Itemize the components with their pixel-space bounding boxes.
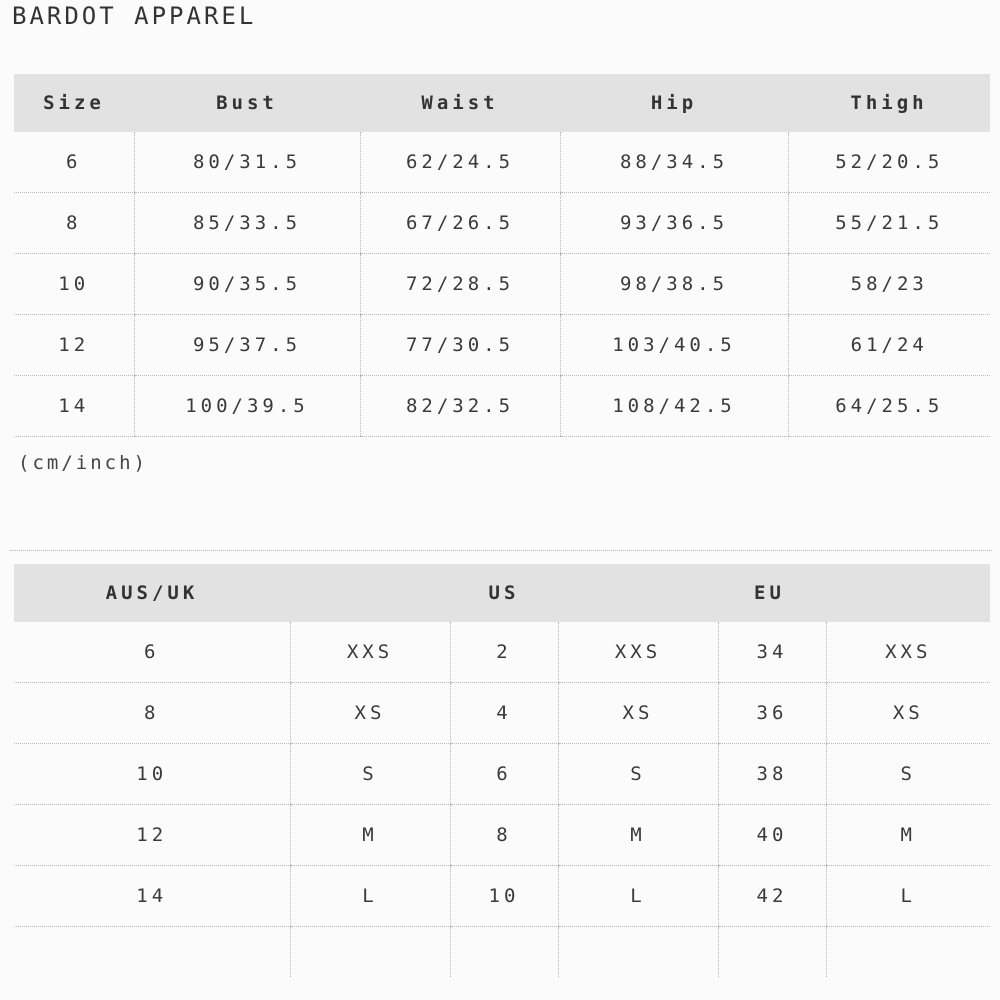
eu-size-cell: 40	[718, 805, 826, 866]
us-letter-cell: M	[558, 805, 718, 866]
empty-cell	[450, 927, 558, 978]
us-size-cell: 8	[450, 805, 558, 866]
bust-cell: 90/35.5	[134, 254, 360, 315]
aus-uk-letter-cell: M	[290, 805, 450, 866]
waist-cell: 67/26.5	[360, 193, 560, 254]
size-conversion-table	[14, 564, 990, 977]
us-size-cell: 6	[450, 744, 558, 805]
hip-cell: 103/40.5	[560, 315, 788, 376]
hip-cell: 93/36.5	[560, 193, 788, 254]
header-size: Size	[14, 74, 134, 132]
measurements-header-row	[14, 74, 990, 132]
thigh-cell: 58/23	[788, 254, 990, 315]
eu-letter-cell: S	[826, 744, 990, 805]
bust-cell: 85/33.5	[134, 193, 360, 254]
aus-uk-size-cell: 14	[14, 866, 290, 927]
size-cell: 10	[14, 254, 134, 315]
table-row	[14, 315, 990, 376]
header-hip: Hip	[560, 74, 788, 132]
aus-uk-letter-cell: XXS	[290, 622, 450, 683]
table-row	[14, 254, 990, 315]
size-cell: 14	[14, 376, 134, 437]
bust-cell: 80/31.5	[134, 132, 360, 193]
us-letter-cell: L	[558, 866, 718, 927]
size-cell: 6	[14, 132, 134, 193]
waist-cell: 72/28.5	[360, 254, 560, 315]
thigh-cell: 64/25.5	[788, 376, 990, 437]
table-row	[14, 132, 990, 193]
hip-cell: 98/38.5	[560, 254, 788, 315]
empty-cell	[718, 927, 826, 978]
empty-cell	[558, 927, 718, 978]
header-waist: Waist	[360, 74, 560, 132]
header-aus-uk: AUS/UK	[14, 564, 290, 622]
waist-cell: 82/32.5	[360, 376, 560, 437]
eu-size-cell: 38	[718, 744, 826, 805]
eu-letter-cell: XXS	[826, 622, 990, 683]
bust-cell: 100/39.5	[134, 376, 360, 437]
hip-cell: 108/42.5	[560, 376, 788, 437]
table-row	[14, 193, 990, 254]
thigh-cell: 61/24	[788, 315, 990, 376]
section-divider	[10, 550, 992, 551]
size-cell: 8	[14, 193, 134, 254]
header-thigh: Thigh	[788, 74, 990, 132]
aus-uk-size-cell: 10	[14, 744, 290, 805]
aus-uk-letter-cell: L	[290, 866, 450, 927]
table-row	[14, 805, 990, 866]
eu-size-cell: 42	[718, 866, 826, 927]
us-size-cell: 2	[450, 622, 558, 683]
aus-uk-letter-cell: XS	[290, 683, 450, 744]
conversion-header-row	[14, 564, 990, 622]
us-size-cell: 4	[450, 683, 558, 744]
measurements-table	[14, 74, 990, 437]
table-row	[14, 866, 990, 927]
empty-cell	[14, 927, 290, 978]
thigh-cell: 55/21.5	[788, 193, 990, 254]
thigh-cell: 52/20.5	[788, 132, 990, 193]
eu-letter-cell: L	[826, 866, 990, 927]
aus-uk-size-cell: 12	[14, 805, 290, 866]
header-eu: EU	[718, 564, 990, 622]
waist-cell: 77/30.5	[360, 315, 560, 376]
table-row	[14, 683, 990, 744]
units-note: (cm/inch)	[18, 452, 148, 474]
header-bust: Bust	[134, 74, 360, 132]
aus-uk-letter-cell: S	[290, 744, 450, 805]
table-row	[14, 376, 990, 437]
eu-letter-cell: XS	[826, 683, 990, 744]
empty-cell	[290, 927, 450, 978]
bust-cell: 95/37.5	[134, 315, 360, 376]
eu-letter-cell: M	[826, 805, 990, 866]
us-letter-cell: XS	[558, 683, 718, 744]
brand-title: BARDOT APPAREL	[12, 2, 257, 30]
us-size-cell: 10	[450, 866, 558, 927]
table-row	[14, 622, 990, 683]
table-row	[14, 744, 990, 805]
aus-uk-size-cell: 8	[14, 683, 290, 744]
size-cell: 12	[14, 315, 134, 376]
aus-uk-size-cell: 6	[14, 622, 290, 683]
us-letter-cell: S	[558, 744, 718, 805]
header-us: US	[290, 564, 718, 622]
us-letter-cell: XXS	[558, 622, 718, 683]
waist-cell: 62/24.5	[360, 132, 560, 193]
eu-size-cell: 36	[718, 683, 826, 744]
eu-size-cell: 34	[718, 622, 826, 683]
hip-cell: 88/34.5	[560, 132, 788, 193]
empty-cell	[826, 927, 990, 978]
empty-row	[14, 927, 990, 978]
